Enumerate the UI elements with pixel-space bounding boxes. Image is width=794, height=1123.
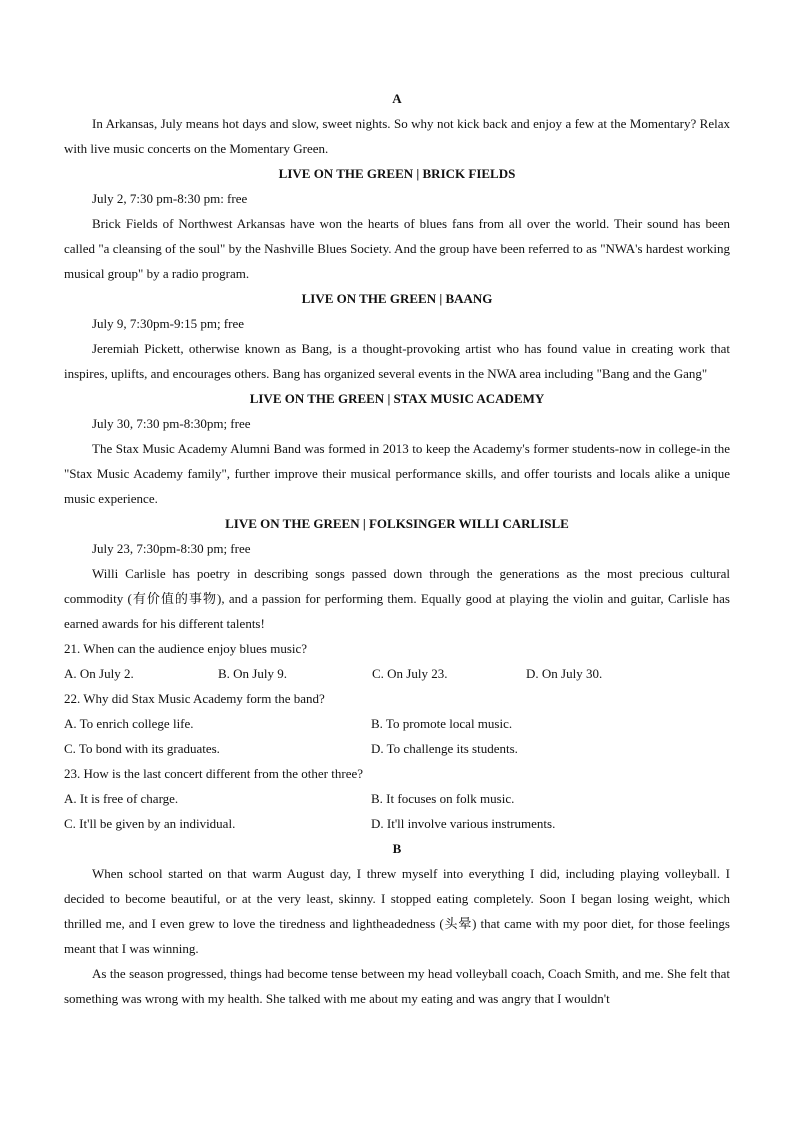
option: C. It'll be given by an individual. (64, 816, 236, 831)
option: C. To bond with its graduates. (64, 741, 220, 756)
question-stem: 23. How is the last concert different from the other three? (64, 766, 364, 781)
event-description: Brick Fields of Northwest Arkansas have won the hearts of blues fans from all over the world. Their sound has been called "a cleansing of the soul" by the Nashville Blues Society. And the group have been referred to as "NWA's hardest working musical group" by a radio program. (64, 216, 730, 281)
option: A. On July 2. (64, 666, 134, 681)
event-time: July 2, 7:30 pm-8:30 pm: free (92, 191, 248, 206)
option: B. On July 9. (218, 666, 287, 681)
option: B. To promote local music. (371, 716, 513, 731)
question-options (64, 711, 730, 736)
passage-b-paragraph: When school started on that warm August day, I threw myself into everything I did, including playing volleyball. I decided to become beautiful, or at the very least, skinny. I stopped eating completely. Soon I began losing weight, which thrilled me, and I even grew to love the tiredness and lightheadedness (头晕) that came with my poor diet, for those feelings meant that I was winning. (64, 866, 730, 956)
passage-a-label: A (392, 91, 402, 106)
event-heading: LIVE ON THE GREEN | FOLKSINGER WILLI CARLISLE (225, 516, 569, 531)
event-time: July 30, 7:30 pm-8:30pm; free (92, 416, 251, 431)
option: B. It focuses on folk music. (371, 791, 515, 806)
passage-a-intro: In Arkansas, July means hot days and slow, sweet nights. So why not kick back and enjoy a few at the Momentary? Relax with live music concerts on the Momentary Green. (64, 116, 730, 156)
option: C. On July 23. (372, 666, 448, 681)
question-options (64, 811, 730, 836)
question-stem: 21. When can the audience enjoy blues music? (64, 641, 308, 656)
event-time: July 9, 7:30pm-9:15 pm; free (92, 316, 245, 331)
event-heading: LIVE ON THE GREEN | BRICK FIELDS (278, 166, 516, 181)
option: D. On July 30. (526, 666, 603, 681)
question-options (64, 736, 730, 761)
exam-page (64, 86, 730, 1011)
event-heading: LIVE ON THE GREEN | BAANG (301, 291, 493, 306)
event-description: Jeremiah Pickett, otherwise known as Bang, is a thought-provoking artist who has found value in creating work that inspires, uplifts, and encourages others. Bang has organized several events in the NWA area including "Bang and the Gang" (64, 341, 730, 381)
option: A. It is free of charge. (64, 791, 179, 806)
question-options (64, 786, 730, 811)
option: D. To challenge its students. (371, 741, 518, 756)
option: A. To enrich college life. (64, 716, 194, 731)
event-description: Willi Carlisle has poetry in describing songs passed down through the generations as the most precious cultural commodity (有价值的事物), and a passion for performing them. Equally good at playing the violin and guitar, Carlisle has earned awards for his different talents! (64, 566, 730, 631)
question-options (64, 661, 730, 686)
passage-b-label: B (392, 841, 402, 856)
option: D. It'll involve various instruments. (371, 816, 556, 831)
question-stem: 22. Why did Stax Music Academy form the band? (64, 691, 325, 706)
passage-b-paragraph: As the season progressed, things had become tense between my head volleyball coach, Coach Smith, and me. She felt that something was wrong with my health. She talked with me about my eating and was angry that I wouldn't (64, 966, 730, 1006)
event-time: July 23, 7:30pm-8:30 pm; free (92, 541, 251, 556)
event-description: The Stax Music Academy Alumni Band was formed in 2013 to keep the Academy's former students-now in college-in the "Stax Music Academy family", further improve their musical performance skills, and offer tourists and locals alike a unique music experience. (64, 441, 730, 506)
event-heading: LIVE ON THE GREEN | STAX MUSIC ACADEMY (249, 391, 545, 406)
